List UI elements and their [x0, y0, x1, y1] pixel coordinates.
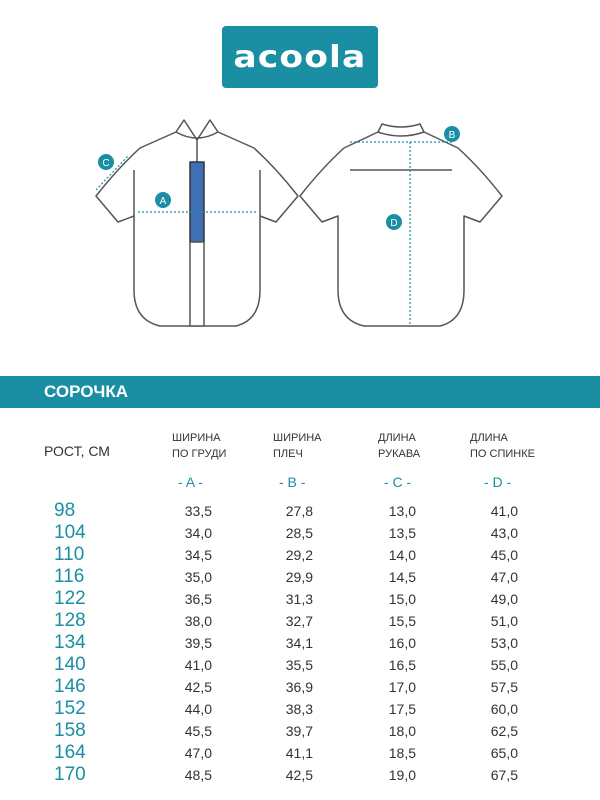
back-length-cell: 55,0 — [490, 657, 518, 673]
back-length-cell: 53,0 — [490, 635, 518, 651]
table-row — [0, 588, 600, 610]
sleeve-cell: 19,0 — [388, 767, 416, 783]
sleeve-cell: 14,0 — [388, 547, 416, 563]
size-cell: 140 — [54, 654, 86, 675]
chest-cell: 36,5 — [184, 591, 212, 607]
back-shirt-body — [300, 132, 502, 326]
size-cell: 146 — [54, 676, 86, 697]
table-row — [0, 522, 600, 544]
back-length-cell: 49,0 — [490, 591, 518, 607]
column-header-sleeve-line2: РУКАВА — [378, 448, 421, 460]
table-row — [0, 742, 600, 764]
marker-c-label: C — [102, 158, 110, 169]
shoulders-cell: 41,1 — [285, 745, 313, 761]
back-length-cell: 41,0 — [490, 503, 518, 519]
table-row — [0, 764, 600, 786]
column-header-sleeve-line1: ДЛИНА — [378, 432, 416, 444]
sleeve-cell: 13,0 — [388, 503, 416, 519]
shoulders-cell: 42,5 — [285, 767, 313, 783]
size-cell: 164 — [54, 742, 86, 763]
size-cell: 110 — [54, 544, 85, 565]
chest-cell: 45,5 — [184, 723, 212, 739]
shoulders-cell: 27,8 — [285, 503, 313, 519]
marker-a-label: A — [159, 196, 167, 207]
shoulders-cell: 28,5 — [285, 525, 313, 541]
chest-cell: 39,5 — [184, 635, 212, 651]
back-length-cell: 62,5 — [490, 723, 518, 739]
sleeve-cell: 15,5 — [388, 613, 416, 629]
back-length-cell: 65,0 — [490, 745, 518, 761]
sleeve-cell: 16,5 — [388, 657, 416, 673]
chest-cell: 44,0 — [184, 701, 212, 717]
column-header-shoulders-line1: ШИРИНА — [273, 432, 322, 444]
sleeve-cell: 14,5 — [388, 569, 416, 585]
column-header-sleeve — [378, 430, 420, 462]
chest-cell: 48,5 — [184, 767, 212, 783]
table-row — [0, 632, 600, 654]
chest-cell: 34,0 — [184, 525, 212, 541]
shoulders-cell: 36,9 — [285, 679, 313, 695]
marker-b — [444, 126, 460, 142]
marker-d — [386, 214, 402, 230]
size-cell: 116 — [54, 566, 85, 587]
table-row — [0, 654, 600, 676]
chest-cell: 35,0 — [184, 569, 212, 585]
marker-b-label: B — [448, 130, 456, 141]
front-collar — [176, 120, 218, 140]
table-row — [0, 610, 600, 632]
column-header-shoulders-line2: ПЛЕЧ — [273, 448, 303, 460]
size-column-header: РОСТ, СМ — [44, 443, 110, 459]
table-row — [0, 676, 600, 698]
column-code-c: - C - — [384, 474, 412, 490]
column-code-a: - A - — [178, 474, 203, 490]
back-length-cell: 60,0 — [490, 701, 518, 717]
shoulders-cell: 34,1 — [285, 635, 313, 651]
size-cell: 170 — [54, 764, 86, 785]
column-header-back-length-line2: ПО СПИНКЕ — [470, 448, 535, 460]
shoulders-cell: 29,2 — [285, 547, 313, 563]
chest-cell: 38,0 — [184, 613, 212, 629]
column-header-chest-line2: ПО ГРУДИ — [172, 448, 227, 460]
size-cell: 122 — [54, 588, 86, 609]
column-code-d: - D - — [484, 474, 512, 490]
front-placket — [190, 162, 204, 242]
brand-logo — [222, 26, 378, 88]
table-row — [0, 698, 600, 720]
brand-logo-text: acoola — [233, 39, 367, 75]
shoulders-cell: 29,9 — [285, 569, 313, 585]
back-length-cell: 57,5 — [490, 679, 518, 695]
size-cell: 104 — [54, 522, 86, 543]
back-length-cell: 51,0 — [490, 613, 518, 629]
size-cell: 98 — [54, 500, 76, 521]
chest-cell: 41,0 — [184, 657, 212, 673]
column-header-chest — [172, 430, 226, 462]
column-header-back-length — [470, 430, 535, 462]
marker-c — [98, 154, 114, 170]
size-cell: 158 — [54, 720, 86, 741]
chest-cell: 47,0 — [184, 745, 212, 761]
shirt-measurement-illustration — [0, 110, 600, 350]
column-header-back-length-line1: ДЛИНА — [470, 432, 508, 444]
table-row — [0, 500, 600, 522]
marker-a — [155, 192, 171, 208]
front-shirt — [96, 120, 298, 326]
back-collar — [378, 124, 424, 132]
section-band — [0, 376, 600, 408]
shoulders-cell: 39,7 — [285, 723, 313, 739]
sleeve-cell: 16,0 — [388, 635, 416, 651]
sleeve-cell: 18,0 — [388, 723, 416, 739]
back-length-cell: 67,5 — [490, 767, 518, 783]
back-length-cell: 47,0 — [490, 569, 518, 585]
size-cell: 128 — [54, 610, 86, 631]
column-header-chest-line1: ШИРИНА — [172, 432, 221, 444]
column-code-b: - B - — [279, 474, 306, 490]
sleeve-cell: 17,0 — [388, 679, 416, 695]
sleeve-cell: 13,5 — [388, 525, 416, 541]
front-measure-lines — [96, 156, 256, 212]
column-header-shoulders — [273, 430, 322, 462]
table-row — [0, 720, 600, 742]
sleeve-cell: 17,5 — [388, 701, 416, 717]
back-length-cell: 43,0 — [490, 525, 518, 541]
shoulders-cell: 32,7 — [285, 613, 313, 629]
sleeve-cell: 15,0 — [388, 591, 416, 607]
table-row — [0, 544, 600, 566]
sleeve-cell: 18,5 — [388, 745, 416, 761]
shoulders-cell: 38,3 — [285, 701, 313, 717]
back-length-cell: 45,0 — [490, 547, 518, 563]
shoulders-cell: 35,5 — [285, 657, 313, 673]
marker-d-label: D — [390, 218, 398, 229]
table-row — [0, 566, 600, 588]
size-cell: 152 — [54, 698, 86, 719]
chest-cell: 34,5 — [184, 547, 212, 563]
shoulders-cell: 31,3 — [285, 591, 313, 607]
chest-cell: 42,5 — [184, 679, 212, 695]
section-title: СОРОЧКА — [44, 382, 129, 401]
chest-cell: 33,5 — [184, 503, 212, 519]
size-cell: 134 — [54, 632, 86, 653]
